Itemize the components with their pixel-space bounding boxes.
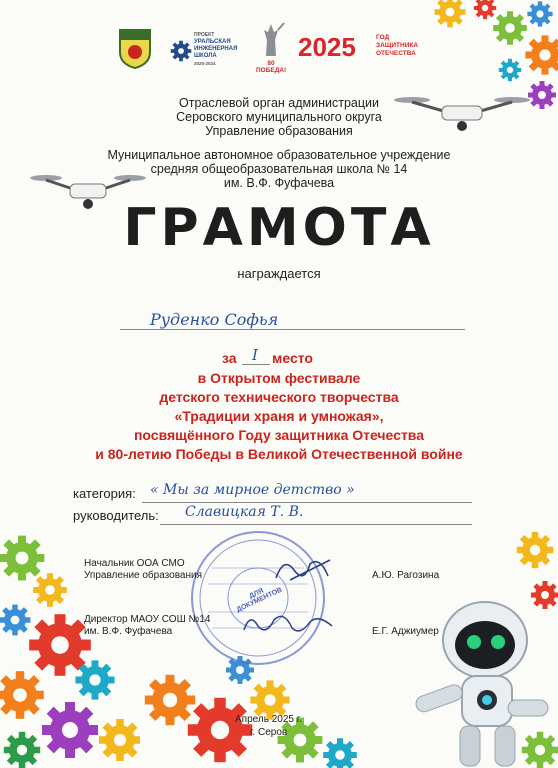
- event-line-4: посвящённого Году защитника Отечества: [133, 427, 425, 443]
- place-prefix: за: [222, 350, 237, 366]
- school-line-1: Муниципальное автономное образовательное учреждение: [107, 148, 451, 162]
- document-title: ГРАМОТА: [123, 198, 435, 258]
- place-value: I: [252, 346, 258, 364]
- recipient-name: Руденко Софья: [150, 310, 279, 329]
- project-years: 2020-2024: [194, 61, 216, 66]
- year-logo: 2025: [298, 32, 356, 62]
- victory-80-logo: [256, 22, 286, 74]
- leader-value: Славицкая Т. В.: [185, 504, 304, 520]
- category-underline: [142, 502, 472, 503]
- school-line-2: средняя общеобразовательная школа № 14: [150, 162, 408, 176]
- school-line-3: им. В.Ф. Фуфачева: [223, 176, 335, 190]
- signer-2-title-2: им. В.Ф. Фуфачева: [84, 626, 173, 637]
- subtitle: награждается: [237, 266, 321, 281]
- leader-label: руководитель:: [73, 508, 159, 523]
- place-underline: [242, 364, 270, 365]
- gear-icon: [170, 40, 192, 62]
- header-line-1: Отраслевой орган администрации: [179, 96, 379, 110]
- year-caption-1: ГОД: [376, 34, 390, 41]
- event-line-5: и 80-летию Победы в Великой Отечественной войне: [95, 446, 463, 462]
- project-line-1: УРАЛЬСКАЯ: [194, 39, 231, 45]
- stamp-center-text: ДЛЯ ДОКУМЕНТОВ: [235, 586, 284, 614]
- signer-1-title-2: Управление образования: [84, 570, 202, 581]
- recipient-underline: [120, 329, 465, 330]
- category-value: « Мы за мирное детство »: [150, 482, 355, 498]
- robot-illustration: [400, 590, 550, 768]
- event-line-2: детского технического творчества: [159, 389, 399, 405]
- event-line-1: в Открытом фестивале: [197, 370, 361, 386]
- signature-1: [270, 552, 340, 586]
- place-suffix: место: [272, 350, 313, 366]
- signer-2-name: Е.Г. Аджиумер: [372, 626, 439, 637]
- footer-city: г. Серов: [250, 727, 288, 738]
- signature-2: [238, 606, 338, 642]
- signer-2-title-1: Директор МАОУ СОШ №14: [84, 614, 211, 625]
- monument-icon: [256, 22, 286, 58]
- event-line-3: «Традиции храня и умножая»,: [174, 408, 384, 424]
- project-line-2: ИНЖЕНЕРНАЯ: [194, 46, 238, 52]
- signer-1-name: А.Ю. Рагозина: [372, 570, 440, 581]
- footer-date: Апрель 2025 г.: [235, 714, 302, 725]
- year-caption-2: ЗАЩИТНИКА: [376, 42, 419, 49]
- victory-text: 80 ПОБЕДА!: [256, 60, 287, 74]
- project-tag: ПРОЕКТ: [194, 32, 215, 38]
- project-line-3: ШКОЛА: [194, 53, 217, 59]
- category-label: категория:: [73, 486, 136, 501]
- city-coat-of-arms-logo: [118, 28, 152, 70]
- header-line-3: Управление образования: [205, 124, 353, 138]
- signer-1-title-1: Начальник ООА СМО: [84, 558, 185, 569]
- project-logo: [170, 30, 246, 70]
- year-caption-3: ОТЕЧЕСТВА: [376, 50, 416, 57]
- header-line-2: Серовского муниципального округа: [176, 110, 382, 124]
- leader-underline: [160, 524, 472, 525]
